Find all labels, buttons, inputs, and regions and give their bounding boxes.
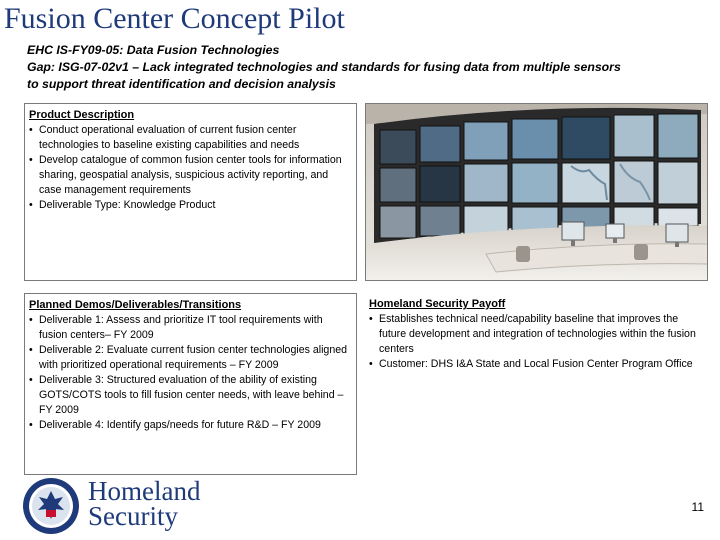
product-description-panel — [24, 103, 357, 281]
list-item: • Deliverable 3: Structured evaluation of the ability of existing GOTS/COTS tools to fill fusion center needs, with leave behind – FY 2009 — [29, 373, 352, 418]
page-title: Fusion Center Concept Pilot — [4, 2, 345, 35]
list-item: • Deliverable 1: Assess and prioritize IT tool requirements with fusion centers– FY 2009 — [29, 313, 352, 343]
payoff-list — [369, 312, 704, 372]
logo-line-1: Homeland — [88, 476, 201, 506]
demos-panel — [24, 293, 357, 475]
dhs-seal-icon — [22, 477, 80, 535]
dhs-logo — [22, 477, 222, 535]
subtitle-line-3: to support threat identification and decision analysis — [27, 77, 336, 91]
subtitle — [27, 42, 717, 93]
logo-line-2: Security — [88, 501, 178, 531]
subtitle-line-1: EHC IS-FY09-05: Data Fusion Technologies — [27, 43, 280, 57]
list-item: • Establishes technical need/capability baseline that improves the future development and integration of technologies within the fusion centers — [369, 312, 704, 357]
control-room-image — [366, 104, 708, 281]
logo-text — [88, 476, 201, 531]
list-item: • Develop catalogue of common fusion center tools for information sharing, geospatial analysis, suspicious activity reporting, and case management requirements — [29, 153, 352, 198]
list-item: • Conduct operational evaluation of current fusion center technologies to baseline existing capabilities and needs — [29, 123, 352, 153]
product-description-heading: Product Description — [29, 109, 135, 121]
demos-list — [29, 313, 352, 433]
list-item: • Deliverable 2: Evaluate current fusion center technologies aligned with prioritized operational requirements – FY 2009 — [29, 343, 352, 373]
page-number: 11 — [691, 500, 704, 514]
product-description-list — [29, 123, 352, 213]
list-item: • Deliverable 4: Identify gaps/needs for future R&D – FY 2009 — [29, 418, 352, 433]
subtitle-line-2: Gap: ISG-07-02v1 – Lack integrated technologies and standards for fusing data from multiple sensors — [27, 60, 621, 74]
payoff-heading: Homeland Security Payoff — [369, 298, 506, 310]
list-item: • Customer: DHS I&A State and Local Fusion Center Program Office — [369, 357, 704, 372]
payoff-panel — [365, 293, 708, 475]
control-room-photo — [365, 103, 708, 281]
list-item: • Deliverable Type: Knowledge Product — [29, 198, 352, 213]
demos-heading: Planned Demos/Deliverables/Transitions — [29, 299, 242, 311]
